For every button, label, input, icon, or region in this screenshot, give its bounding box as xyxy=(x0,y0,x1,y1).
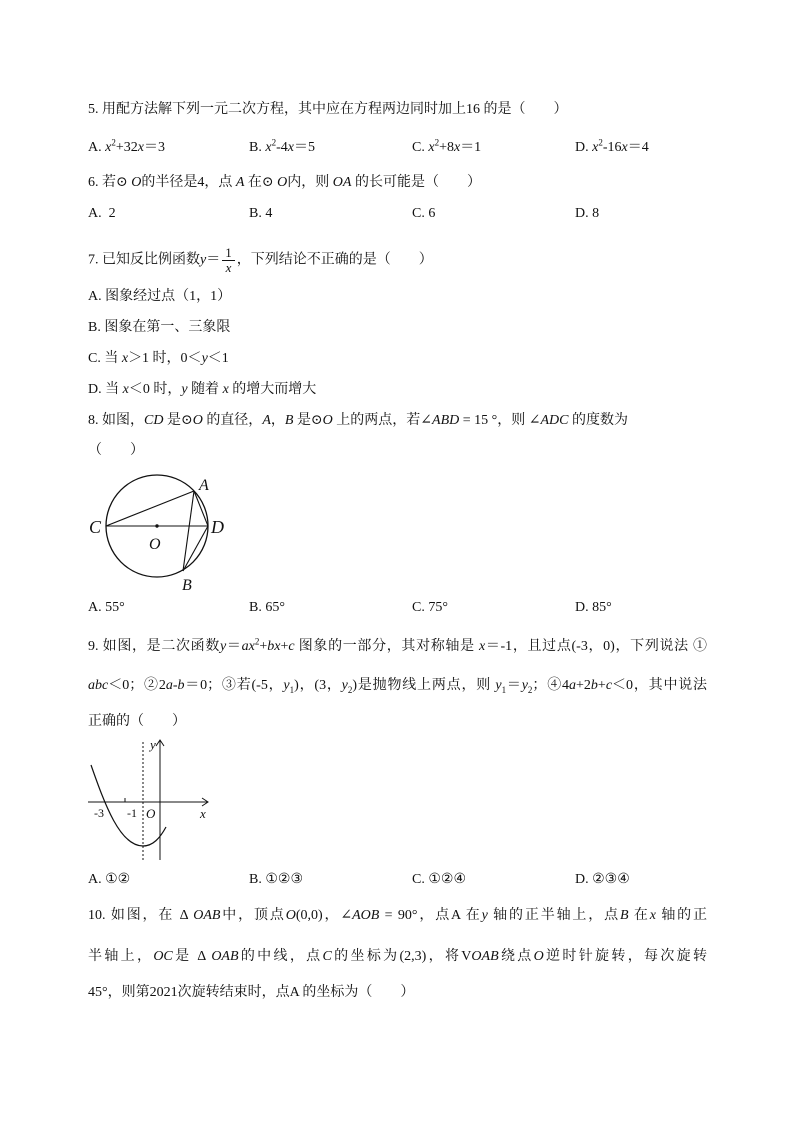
math-variable: y xyxy=(200,252,207,268)
option-b: B. 4 xyxy=(249,206,273,221)
option-d: D. $x^2-16x=4$ xyxy=(575,137,649,155)
math-variable: x xyxy=(121,351,129,366)
math-variable: x xyxy=(137,140,144,155)
math-variable: x xyxy=(592,140,599,155)
option-a: A. 图象经过点（1，1） xyxy=(88,289,232,304)
math-variable: ABD xyxy=(432,413,460,428)
circle-figure xyxy=(80,470,230,600)
math-variable: ax xyxy=(241,639,255,654)
math-variable: CD xyxy=(144,413,164,428)
y-axis-label: y xyxy=(150,737,156,752)
math-variable: c xyxy=(288,639,295,654)
question-9-stem-line-2: abc＜0；②2a-b＝0；③若(-5，$y_1$)，(3，$y_2$)是抛物线上两点，则 $y_1=y_2$；④4a+2b+c＜0，其中说法 xyxy=(88,678,708,695)
chord-bd xyxy=(183,526,208,571)
math-variable: x xyxy=(225,260,232,275)
option-b: B. 图象在第一、三象限 xyxy=(88,320,231,335)
superscript: 2 xyxy=(111,137,116,148)
label-a: A xyxy=(199,477,209,494)
chord-ad xyxy=(194,491,208,526)
question-7-stem: 7. 已知反比例函数y＝ $\frac{1}{x}$ ，下列结论不正确的是（ ） xyxy=(88,245,433,275)
math-variable: y xyxy=(181,382,188,397)
question-6-stem: 6. 若⊙ O的半径是4，点 A 在⊙ O内，则 OA 的长可能是（ ） xyxy=(88,175,481,190)
question-5-stem: 5. 用配方法解下列一元二次方程，其中应在方程两边同时加上16 的是（ ） xyxy=(88,102,568,117)
math-variable: y xyxy=(481,908,488,923)
math-variable: x xyxy=(265,140,272,155)
math-variable: OAB xyxy=(211,949,239,964)
math-variable: b xyxy=(177,678,185,693)
center-dot xyxy=(155,524,158,527)
question-8-stem: 8. 如图，CD 是⊙O 的直径，A，B 是⊙O 上的两点，若∠ABD = 15 °，则 ∠ADC 的度数为 xyxy=(88,413,628,428)
subscript: 1 xyxy=(289,684,295,695)
chord-ab xyxy=(183,491,194,571)
option-d: D. 8 xyxy=(575,206,600,221)
math-variable: OAB xyxy=(193,908,221,923)
option-c: C. 当 x＞1 时，0＜y＜1 xyxy=(88,351,229,366)
math-variable: OA xyxy=(332,175,352,190)
math-variable: ADC xyxy=(540,413,569,428)
math-variable: B xyxy=(284,413,294,428)
math-variable: O xyxy=(192,413,203,428)
math-variable: AOB xyxy=(352,908,380,923)
math-variable: c xyxy=(605,678,613,693)
subscript: 1 xyxy=(501,684,507,695)
option-c: C. 75° xyxy=(412,600,448,615)
fraction xyxy=(222,246,235,275)
label-b: B xyxy=(182,577,192,594)
chord-ca xyxy=(106,491,194,526)
math-variable: OAB xyxy=(471,949,499,964)
math-variable: x xyxy=(122,382,129,397)
math-variable: a xyxy=(569,678,577,693)
question-10-stem-line-3: 45°，则第2021次旋转结束时，点A 的坐标为（ ） xyxy=(88,985,415,1000)
origin-label: O xyxy=(146,806,156,821)
math-variable: C xyxy=(322,949,332,964)
math-variable: y xyxy=(220,639,227,654)
subscript: 2 xyxy=(527,684,533,695)
math-variable: OC xyxy=(153,949,173,964)
fraction-numerator: 1 xyxy=(222,246,235,261)
superscript: 2 xyxy=(598,137,603,148)
tick-label-neg3: -3 xyxy=(94,806,104,820)
option-a: A. ①② xyxy=(88,872,131,887)
math-variable: O xyxy=(285,908,296,923)
math-variable: O xyxy=(322,413,333,428)
math-variable: b xyxy=(590,678,598,693)
math-variable: A xyxy=(235,175,245,190)
answer-blank: （ ） xyxy=(88,443,144,458)
option-c: C. 6 xyxy=(412,206,436,221)
parabola-figure xyxy=(84,736,214,864)
option-b: B. ①②③ xyxy=(249,872,303,887)
option-d: D. 当 x＜0 时，y 随着 x 的增大而增大 xyxy=(88,382,317,397)
option-a: A. 55° xyxy=(88,600,125,615)
label-d: D xyxy=(211,517,224,537)
math-variable: x xyxy=(428,140,435,155)
math-variable: x xyxy=(105,140,112,155)
math-variable: x xyxy=(621,140,628,155)
math-variable: y xyxy=(521,678,528,693)
option-b: B. $x^2-4x=5$ xyxy=(249,137,315,155)
option-c: C. $x^2+8x=1$ xyxy=(412,137,482,155)
math-variable: A xyxy=(262,413,271,428)
option-a: A. 2 xyxy=(88,206,116,221)
x-axis-label: x xyxy=(200,806,206,821)
option-d: D. 85° xyxy=(575,600,612,615)
math-variable: O xyxy=(277,175,288,190)
math-variable: x xyxy=(649,908,656,923)
option-a: A. $x^2+32x=3$ xyxy=(88,137,165,155)
question-9-stem-line-3: 正确的（ ） xyxy=(88,714,186,729)
superscript: 2 xyxy=(434,137,440,148)
math-variable: y xyxy=(201,351,208,366)
math-variable: x xyxy=(453,140,461,155)
math-variable: y xyxy=(495,678,502,693)
math-variable: y xyxy=(283,678,290,693)
question-10-stem-line-2: 半轴上，OC是 Δ OAB的中线，点C的坐标为(2,3)，将VOAB绕点O逆时针旋转，每次旋转 xyxy=(88,949,708,964)
option-d: D. ②③④ xyxy=(575,872,630,887)
tick-label-neg1: -1 xyxy=(127,806,137,820)
math-variable: abc xyxy=(88,678,109,693)
superscript: 2 xyxy=(271,137,277,148)
math-variable: y xyxy=(341,678,348,693)
math-variable: O xyxy=(131,175,142,190)
math-variable: x xyxy=(478,639,486,654)
superscript: 2 xyxy=(254,636,260,647)
label-c: C xyxy=(89,517,102,537)
question-10-stem-line-1: 10. 如图，在 Δ OAB中，顶点O(0,0)，∠AOB = 90°，点A 在y 轴的正半轴上，点B 在x 轴的正 xyxy=(88,908,708,923)
math-variable: x xyxy=(287,140,294,155)
math-variable: bx xyxy=(267,639,281,654)
math-variable: O xyxy=(533,949,544,964)
label-o: O xyxy=(149,536,161,553)
math-variable: B xyxy=(619,908,629,923)
math-variable: x xyxy=(222,382,229,397)
subscript: 2 xyxy=(347,684,353,695)
question-9-stem-line-1: 9. 如图，是二次函数$y=ax^2+bx+c$ 图象的一部分，其对称轴是 x＝-1，且过点(-3，0)，下列说法 ① xyxy=(88,636,708,654)
option-b: B. 65° xyxy=(249,600,285,615)
fraction-denominator xyxy=(223,261,235,275)
math-variable: a xyxy=(165,678,173,693)
option-c: C. ①②④ xyxy=(412,872,466,887)
